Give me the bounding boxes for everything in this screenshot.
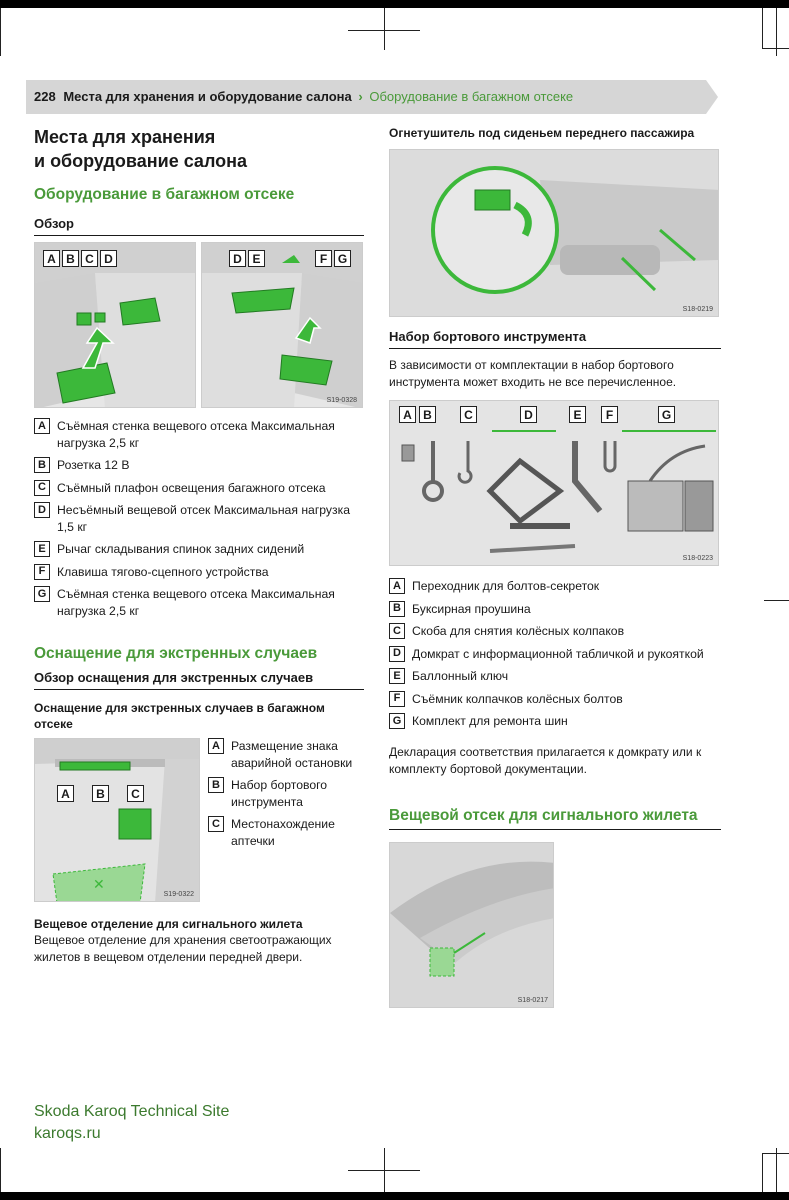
legend-item [389,578,721,595]
figure-label: C [81,250,98,267]
figure-label: B [419,406,436,423]
extinguisher-figure [389,149,719,317]
legend-item [34,502,364,535]
emergency-overview-title: Обзор оснащения для экстренных случаев [34,670,364,690]
legend-text: Съёмник колпачков колёсных болтов [412,691,623,706]
manual-page [0,8,789,1192]
vest-compartment-title: Вещевой отсек для сигнального жилета [389,805,721,830]
legend-key: A [389,578,405,594]
legend-key: B [208,777,224,793]
figure-code: S18-0219 [682,306,713,313]
emergency-title: Оснащение для экстренных случаев [34,645,318,662]
legend-item [34,480,364,497]
figure-label: G [334,250,351,267]
footer-watermark [34,1101,229,1145]
figure-label: A [43,250,60,267]
vest-text: Вещевое отделение для хранения светоотражающих жилетов в вещевом отделении передней двери. [34,933,332,964]
legend-text: Домкрат с информационной табличкой и рукояткой [412,646,704,661]
figure-label: D [229,250,246,267]
legend-key: A [34,418,50,434]
legend-item [34,564,364,581]
legend-item [389,601,721,618]
legend-item [389,646,721,663]
figure-label: B [92,785,109,802]
legend-item [208,816,364,849]
legend-key: F [389,691,405,707]
trunk-right-view [201,242,363,408]
legend-key: C [208,816,224,832]
emergency-section [34,738,364,904]
header-separator: › [358,89,363,104]
toolkit-text: В зависимости от комплектации в набор бортового инструмента может входить не все перечисленное. [389,358,677,389]
figure-label: D [520,406,537,423]
legend-key: B [34,457,50,473]
trunk-right-illustration [202,243,363,408]
toolkit-title: Набор бортового инструмента [389,329,721,349]
emergency-figure [34,738,200,902]
legend-text: Съёмная стенка вещевого отсека Максимальная нагрузка 2,5 кг [57,587,335,618]
figure-code: S18-0223 [682,555,713,562]
trunk-overview-figure [34,242,364,408]
emergency-illustration [35,739,200,902]
legend-text: Местонахождение аптечки [231,817,335,848]
figure-label: E [569,406,586,423]
crop-mark [762,1153,763,1192]
toolkit-figure [389,400,719,566]
legend-item [208,738,364,771]
legend-text: Клавиша тягово-сцепного устройства [57,564,269,579]
legend-item [34,457,364,474]
legend-text: Набор бортового инструмента [231,778,328,809]
crop-mark [762,1153,789,1154]
crop-mark [762,48,789,49]
legend-text: Переходник для болтов-секреток [412,579,600,593]
section-title: Оборудование в багажном отсеке [34,186,295,203]
figure-label: D [100,250,117,267]
legend-text: Баллонный ключ [412,669,509,683]
overview-title: Обзор [34,216,364,236]
figure-label: F [601,406,618,423]
extinguisher-title: Огнетушитель под сиденьем переднего пассажира [389,126,695,140]
legend-key: F [34,564,50,580]
legend-item [389,713,721,730]
legend-item [34,418,364,451]
trunk-left-view [34,242,196,408]
chapter-title-line1: Места для хранения [34,127,216,147]
legend-text: Комплект для ремонта шин [412,714,568,728]
emergency-legend [208,738,364,855]
chapter-title-line2: и оборудование салона [34,151,248,171]
legend-item [34,541,364,558]
svg-text:✕: ✕ [93,877,105,893]
legend-key: E [34,541,50,557]
legend-item [208,777,364,810]
footer-site-url[interactable]: karoqs.ru [34,1125,101,1142]
figure-label: G [658,406,675,423]
trunk-left-illustration [35,243,196,408]
legend-key: E [389,668,405,684]
figure-label: C [127,785,144,802]
legend-text: Размещение знака аварийной остановки [231,739,353,770]
figure-label: C [460,406,477,423]
crop-mark [776,1148,777,1192]
legend-text: Съёмная стенка вещевого отсека Максимальная нагрузка 2,5 кг [57,419,335,450]
left-column [34,125,364,966]
figure-label: A [399,406,416,423]
crop-mark [764,600,789,601]
legend-key: G [34,586,50,602]
legend-item [389,623,721,640]
figure-label: A [57,785,74,802]
figure-code: S18-0217 [517,996,548,1004]
legend-key: D [389,646,405,662]
figure-label: E [248,250,265,267]
crop-mark [0,8,1,56]
figure-label: F [315,250,332,267]
figure-code: S19-0322 [163,891,194,898]
vest-figure [389,842,554,1008]
legend-text: Съёмный плафон освещения багажного отсека [57,480,326,495]
legend-key: B [389,601,405,617]
header-section: Оборудование в багажном отсеке [369,89,574,104]
toolkit-legend [389,578,721,730]
crop-mark [0,1148,1,1192]
vest-title: Вещевое отделение для сигнального жилета [34,917,303,931]
header-chapter: Места для хранения и оборудование салона [63,89,352,104]
legend-text: Рычаг складывания спинок задних сидений [57,542,305,556]
chapter-title [34,125,364,173]
legend-key: C [34,480,50,496]
crop-mark [384,1148,385,1192]
crop-mark [384,8,385,50]
footer-site-name: Skoda Karoq Technical Site [34,1103,230,1120]
declaration-text: Декларация соответствия прилагается к домкрату или к комплекту бортовой документации. [389,744,702,776]
legend-text: Скоба для снятия колёсных колпаков [412,624,625,638]
legend-text: Буксирная проушина [412,601,531,616]
legend-key: C [389,623,405,639]
legend-text: Несъёмный вещевой отсек Максимальная нагрузка 1,5 кг [57,503,350,534]
legend-item [389,668,721,685]
toolkit-illustration [390,401,719,566]
extinguisher-illustration [390,150,719,317]
legend-key: A [208,738,224,754]
emergency-trunk-title: Оснащение для экстренных случаев в багажном отсеке [34,701,325,731]
figure-code: S19-0328 [326,397,357,404]
crop-mark [762,8,763,48]
figure-label: B [62,250,79,267]
legend-text: Розетка 12 В [57,458,130,472]
running-header [26,80,718,114]
legend-item [34,586,364,619]
legend-item [389,691,721,708]
vest-illustration [390,843,554,1008]
legend-key: D [34,502,50,518]
page-number: 228 [34,89,56,104]
trunk-legend [34,418,364,619]
legend-key: G [389,713,405,729]
right-column [389,125,721,1008]
